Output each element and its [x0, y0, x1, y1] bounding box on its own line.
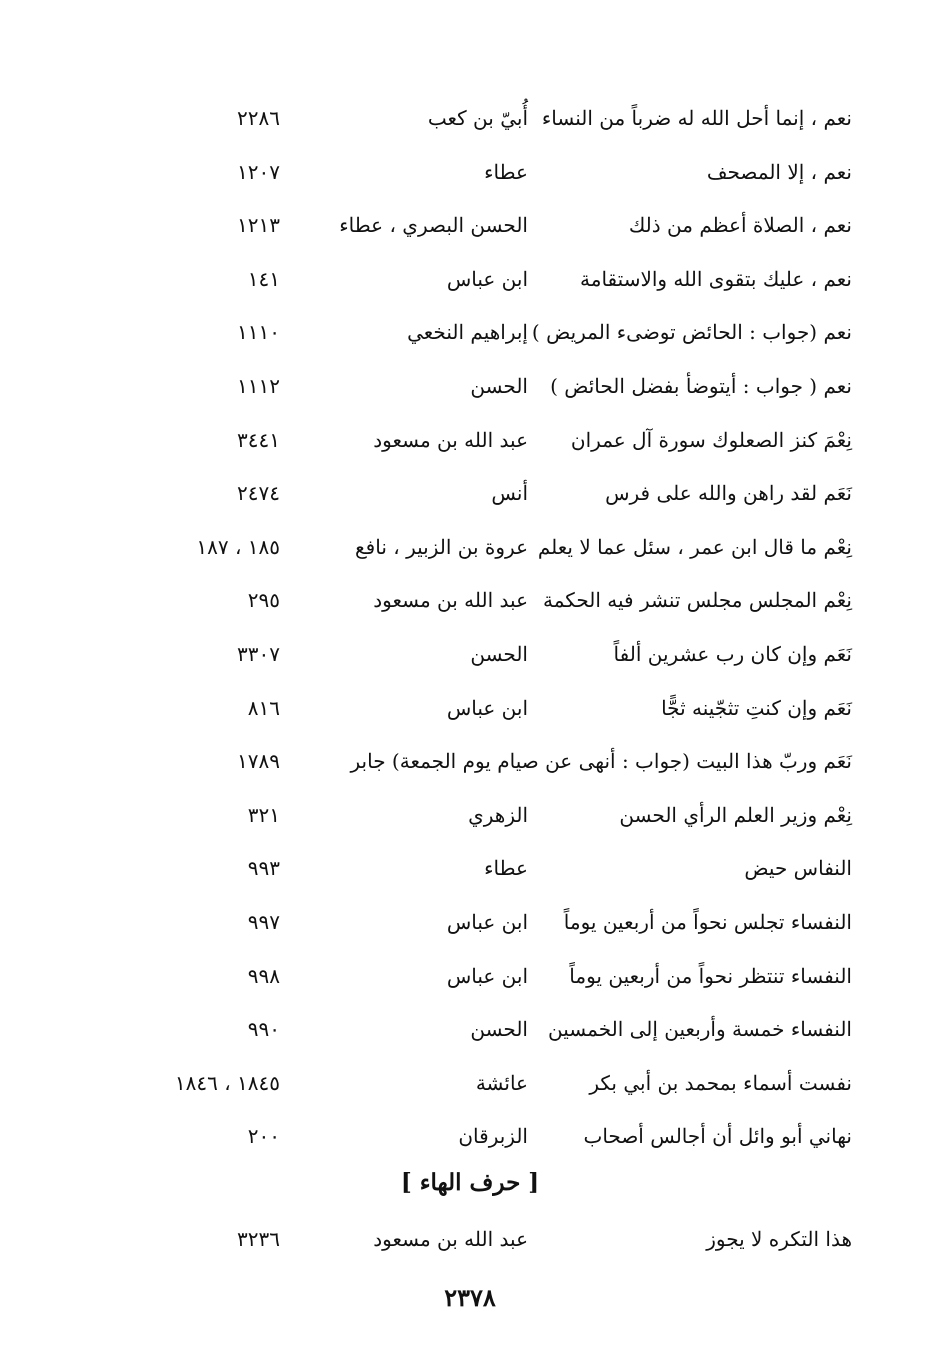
entry-text: نَعَم لقد راهن والله على فرس [605, 481, 852, 506]
entry-numbers: ١٢١٣ [237, 213, 280, 238]
entry-numbers: ٩٩٠ [247, 1017, 280, 1042]
entry-narrator: ابن عباس [446, 266, 528, 291]
entry-narrator: إبراهيم النخعي [407, 320, 528, 345]
entry-numbers: ٢٩٥ [247, 588, 280, 613]
entry-text: نِعْم المجلس مجلس تنشر فيه الحكمة [543, 588, 852, 613]
entry-numbers: ١٨٥ ، ١٨٧ [196, 534, 280, 559]
entry-numbers: ١١١٠ [237, 320, 280, 345]
entry-narrator: الحسن [470, 641, 528, 666]
entry-text: نَعَم وربّ هذا البيت (جواب : أنهى عن صيام يوم الجمعة) جابر [350, 749, 852, 774]
entry-text: النفساء تجلس نحواً من أربعين يوماً [563, 909, 852, 934]
entry-narrator: الزبرقان [458, 1124, 528, 1149]
entry-text: نَعَم وإن كنتِ تثجّينه ثجًّا [661, 695, 852, 720]
entry-narrator: الحسن [470, 1017, 528, 1042]
list-item [0, 842, 940, 896]
list-item [0, 1057, 940, 1111]
list-item [0, 521, 940, 575]
list-item [0, 1213, 940, 1267]
entry-numbers: ١٢٠٧ [237, 159, 280, 184]
entry-text: نِعْم وزير العلم الرأي الحسن [619, 802, 852, 827]
entry-text: نعم ، الصلاة أعظم من ذلك [628, 213, 852, 238]
entry-text: نَعَم وإن كان رب عشرين ألفاً [613, 641, 852, 666]
entry-text: نعم ، إلا المصحف [706, 159, 852, 184]
entry-narrator: عبد الله بن مسعود [373, 1227, 528, 1251]
entry-text: نهاني أبو وائل أن أجالس أصحاب [583, 1124, 852, 1149]
entry-text: هذا التكره لا يجوز [706, 1227, 852, 1251]
list-item [0, 789, 940, 843]
list-item [0, 1110, 940, 1164]
entry-text: نعم (جواب : الحائض توضىء المريض ) [531, 320, 852, 345]
entry-text: نِعْمَ كنز الصعلوك سورة آل عمران [570, 427, 852, 452]
entry-numbers: ١٤١ [247, 266, 280, 291]
entry-numbers: ٣٤٤١ [237, 427, 280, 452]
entry-numbers: ٣٢١ [247, 802, 280, 827]
list-item [0, 414, 940, 468]
entry-numbers: ٢٢٨٦ [237, 106, 280, 130]
entry-text: النفساء تنتظر نحواً من أربعين يوماً [569, 963, 852, 988]
entry-numbers: ٣٢٣٦ [237, 1227, 280, 1251]
entry-numbers: ٨١٦ [247, 695, 280, 720]
list-item [0, 735, 940, 789]
entry-numbers: ١٧٨٩ [237, 749, 280, 774]
entry-narrator: الزهري [468, 802, 528, 827]
list-item [0, 306, 940, 360]
entries-list [0, 92, 940, 1164]
entry-narrator: أُبيّ بن كعب [427, 106, 528, 130]
entry-narrator: ابن عباس [446, 695, 528, 720]
list-item [0, 950, 940, 1004]
entry-narrator: عطاء [484, 159, 528, 184]
list-item [0, 146, 940, 200]
list-item [0, 360, 940, 414]
entry-narrator: أنس [491, 481, 528, 506]
entry-narrator: عبد الله بن مسعود [373, 588, 528, 613]
entry-numbers: ١٨٤٥ ، ١٨٤٦ [174, 1070, 280, 1095]
list-item [0, 574, 940, 628]
entry-numbers: ٩٩٧ [247, 909, 280, 934]
list-item [0, 1003, 940, 1057]
entry-numbers: ٢٠٠ [247, 1124, 280, 1149]
entry-narrator: عروة بن الزبير ، نافع [355, 534, 528, 559]
entry-text: نعم ، عليك بتقوى الله والاستقامة [580, 266, 852, 291]
entry-text: النفساء خمسة وأربعين إلى الخمسين [548, 1017, 852, 1042]
entry-numbers: ١١١٢ [237, 373, 280, 398]
list-item [0, 199, 940, 253]
entry-numbers: ٢٤٧٤ [237, 481, 280, 506]
entry-narrator: ابن عباس [446, 963, 528, 988]
list-item [0, 628, 940, 682]
list-item [0, 896, 940, 950]
page-number: ٢٣٧٨ [444, 1283, 496, 1312]
list-item [0, 467, 940, 521]
entry-numbers: ٩٩٣ [247, 856, 280, 881]
entry-narrator: الحسن البصري ، عطاء [339, 213, 528, 238]
list-item [0, 253, 940, 307]
entry-text: نِعْم ما قال ابن عمر ، سئل عما لا يعلم [537, 534, 852, 559]
entry-narrator: الحسن [470, 373, 528, 398]
entry-numbers: ٣٣٠٧ [237, 641, 280, 666]
entry-text: نفست أسماء بمحمد بن أبي بكر [589, 1070, 852, 1095]
list-item [0, 682, 940, 736]
entry-narrator: عطاء [484, 856, 528, 881]
entry-text: النفاس حيض [744, 856, 852, 881]
entry-narrator: عائشة [475, 1070, 528, 1095]
entry-numbers: ٩٩٨ [247, 963, 280, 988]
entry-narrator: ابن عباس [446, 909, 528, 934]
entry-narrator: عبد الله بن مسعود [373, 427, 528, 452]
list-item [0, 92, 940, 146]
entry-text: نعم ، إنما أحل الله له ضرباً من النساء [541, 106, 852, 130]
last-entry [0, 1213, 940, 1267]
section-heading: [ حرف الهاء ] [400, 1169, 540, 1196]
entry-text: نعم ( جواب : أيتوضأ بفضل الحائض ) [550, 373, 852, 398]
